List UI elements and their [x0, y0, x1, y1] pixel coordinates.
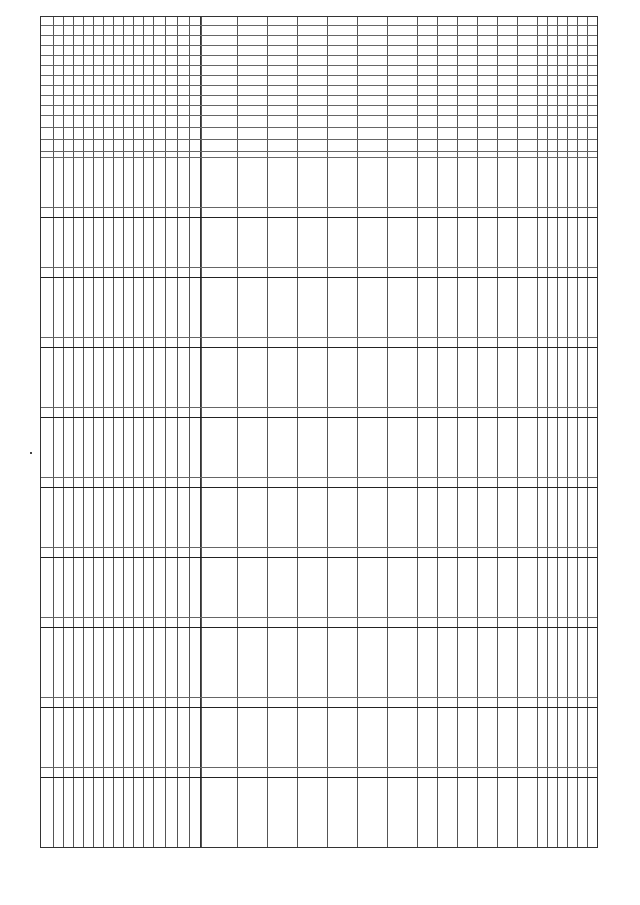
table-column-line — [387, 17, 388, 847]
table-column-line — [297, 17, 298, 847]
scan-speck — [30, 452, 32, 454]
table-column-line — [477, 17, 478, 847]
table-row-line — [41, 151, 597, 152]
table-row-line — [41, 139, 597, 140]
table-column-line — [143, 17, 144, 847]
table-column-line — [417, 17, 418, 847]
table-column-line — [577, 17, 578, 847]
table-column-line — [357, 17, 358, 847]
table-row-line — [41, 95, 597, 96]
table-row-line — [41, 617, 597, 618]
table-column-line — [63, 17, 64, 847]
table-sheet — [40, 16, 598, 848]
table-row-line — [41, 35, 597, 36]
table-row-line — [41, 85, 597, 86]
table-row-line — [41, 557, 597, 558]
table-column-line — [267, 17, 268, 847]
table-row-line — [41, 767, 597, 768]
table-row-line — [41, 55, 597, 56]
table-column-line — [113, 17, 114, 847]
table-row-line — [41, 407, 597, 408]
table-row-line — [41, 477, 597, 478]
table-column-line — [567, 17, 568, 847]
table-column-line — [83, 17, 84, 847]
table-column-line — [557, 17, 558, 847]
table-row-line — [41, 487, 597, 488]
table-column-line — [547, 17, 548, 847]
table-row-line — [41, 777, 597, 778]
table-column-line — [201, 17, 202, 847]
table-row-line — [41, 65, 597, 66]
table-row-line — [41, 157, 597, 158]
table-column-line — [153, 17, 154, 847]
table-column-line — [517, 17, 518, 847]
table-row-line — [41, 547, 597, 548]
table-row-line — [41, 127, 597, 128]
table-row-line — [41, 347, 597, 348]
table-row-line — [41, 105, 597, 106]
table-column-line — [237, 17, 238, 847]
table-column-line — [189, 17, 190, 847]
table-row-line — [41, 627, 597, 628]
table-row-line — [41, 25, 597, 26]
table-column-line — [587, 17, 588, 847]
table-row-line — [41, 277, 597, 278]
table-row-line — [41, 707, 597, 708]
table-row-line — [41, 45, 597, 46]
table-row-line — [41, 207, 597, 208]
table-column-line — [123, 17, 124, 847]
table-row-line — [41, 217, 597, 218]
table-row-line — [41, 697, 597, 698]
table-row-line — [41, 417, 597, 418]
table-column-line — [93, 17, 94, 847]
table-column-line — [165, 17, 166, 847]
table-column-line — [73, 17, 74, 847]
table-column-line — [103, 17, 104, 847]
table-column-line — [457, 17, 458, 847]
table-column-line — [133, 17, 134, 847]
table-column-line — [327, 17, 328, 847]
table-column-line — [437, 17, 438, 847]
table-row-line — [41, 337, 597, 338]
table-column-line — [53, 17, 54, 847]
table-column-line — [177, 17, 178, 847]
table-column-line — [537, 17, 538, 847]
table-column-line — [497, 17, 498, 847]
table-row-line — [41, 75, 597, 76]
table-row-line — [41, 115, 597, 116]
table-row-line — [41, 267, 597, 268]
